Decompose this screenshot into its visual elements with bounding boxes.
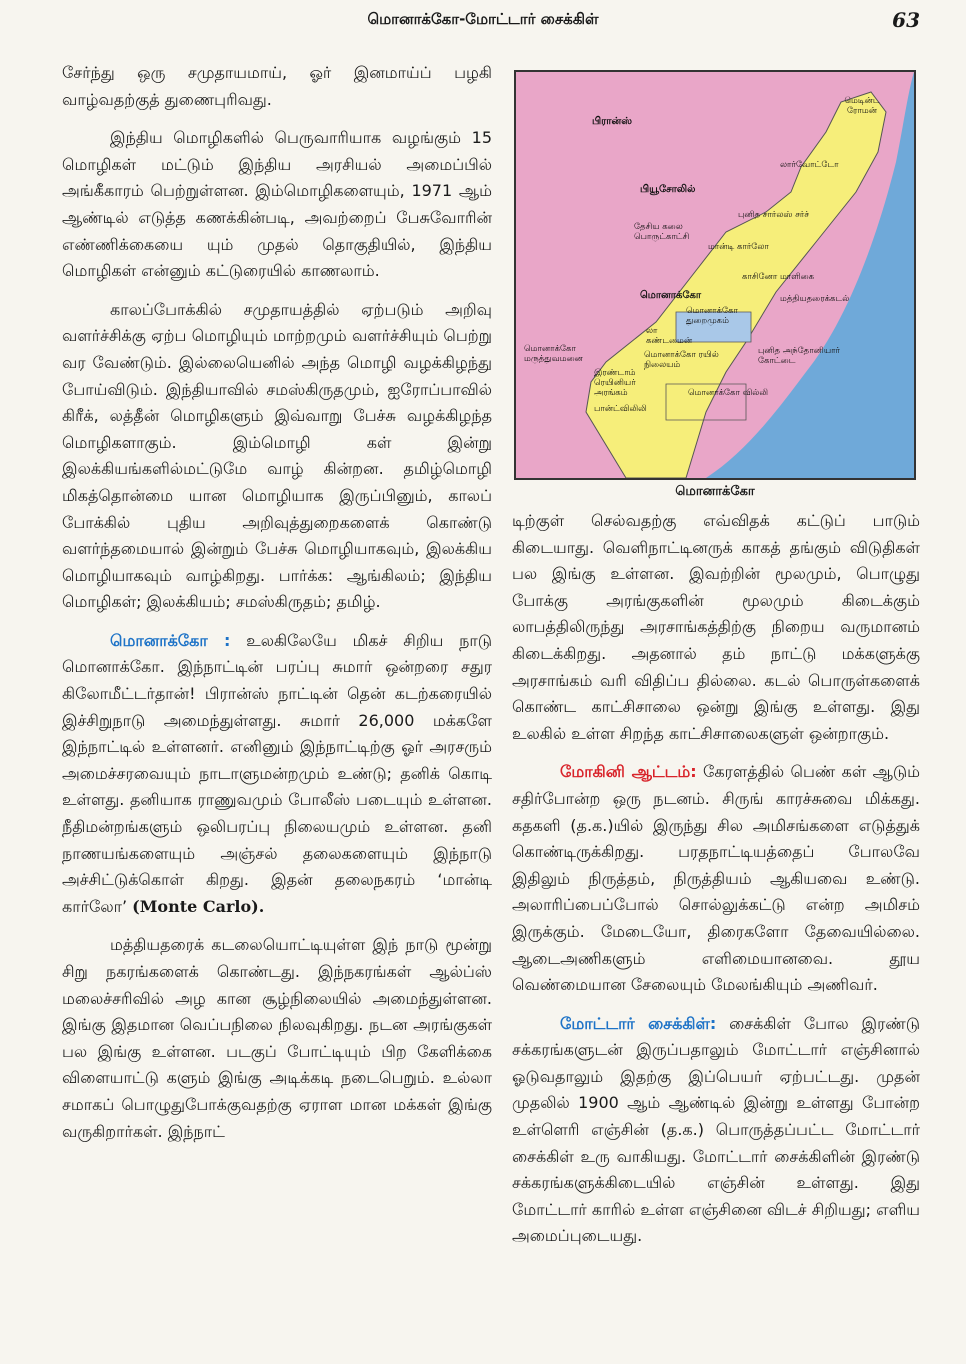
entry-heading-motorcycle: மோட்டார் சைக்கிள்:: [560, 1013, 717, 1033]
motorcycle-entry: [512, 1011, 920, 1250]
map-label-beausoleil: பியூசோலில்: [640, 184, 696, 195]
latin-name: (Monte Carlo).: [132, 896, 265, 916]
entry-heading-mohini: மோகினி ஆட்டம்:: [560, 762, 697, 782]
map-label-casino: காசினோ மாளிகை: [742, 272, 815, 282]
left-column: [62, 60, 492, 1157]
map-label-museum: தேசிய கலை பொருட்காட்சி: [634, 222, 690, 242]
running-title: மொனாக்கோ-மோட்டார் சைக்கிள்: [367, 10, 599, 28]
map-label-saint-devote: புனித அந்தோனியார் கோட்டை: [758, 346, 840, 366]
map-label-monaco: மொனாக்கோ: [640, 290, 702, 301]
paragraph: காலப்போக்கில் சமுதாயத்தில் ஏற்படும் அறிவு வளர்ச்சிக்கு ஏற்ப மொழியும் மாற்றமும் வளர்ச்சியும் பெற்று வர வேண்டும். இல்லையெனில் அந்த மொழி வழக்கிழந்து போய்விடும். இந்தியாவில் சமஸ்கிருதமும், ஐரோப்பாவில் கிரீக், லத்தீன் மொழிகளும் இவ்வாறு பேச்சு வழக்கிழந்த மொழிகளாகும். இம்மொழி கள் இன்று இலக்கியங்களில்மட்டுமே வாழ் கின்றன. தமிழ்மொழி மிகத்தொன்மை யான மொழியாக இருப்பினும், காலப் போக்கில் புதிய அறிவுத்துறைகளைக் கொண்டு வளர்ந்தமையால் இன்றும் பேச்சு மொழியாகவும், இலக்கிய மொழியாகவும் வாழ்கிறது. பார்க்க: ஆங்கிலம்; இந்திய மொழிகள்; இலக்கியம்; சமஸ்கிருதம்; தமிழ்.: [62, 299, 492, 612]
map-label-cap-martin: மெடின்ட ரோமன்: [844, 96, 880, 116]
map-graphic: [516, 72, 914, 478]
paragraph: டிற்குள் செல்வதற்கு எவ்விதக் கட்டுப் பாடும் கிடையாது. வெளிநாட்டினருக் காகத் தங்கும் விடுதிகள் பல இங்கு உள்ளன. இவற்றின் மூலமும், பொழுது போக்கு அரங்குகளின் மூலமும் கிடைக்கும் லாபத்திலிருந்து அரசாங்கத்திற்கு நிறைய வருமானம் கிடைக்கிறது. அதனால் தம் நாட்டு மக்களுக்கு அரசாங்கம் வரி விதிப்ப தில்லை. கடல் பொருள்களைக் கொண்ட காட்சிசாலை ஒன்று இங்கு உள்ளது. இது உலகில் உள்ள சிறந்த காட்சிசாலைகளுள் ஒன்றாகும்.: [512, 511, 920, 743]
map-label-station: மொனாக்கோ ரயில் நிலையம்: [644, 350, 719, 370]
page-number: 63: [892, 8, 920, 32]
page-header: [0, 6, 966, 36]
paragraph: இந்திய மொழிகளில் பெருவாரியாக வழங்கும் 15 மொழிகள் மட்டும் இந்திய அரசியல் அமைப்பில் அங்கீகாரம் பெற்றுள்ளன. இம்மொழிகளையும், 1971 ஆம் ஆண்டில் எடுத்த கணக்கின்படி, அவற்றைப் பேசுவோரின் எண்ணிக்கையை யும் முதல் தொகுதியில், இந்திய மொழிகள் என்னும் கட்டுரையில் காணலாம்.: [62, 128, 492, 281]
map-label-france: பிரான்ஸ்: [592, 116, 632, 127]
map-label-saint-charles: புனித சார்லஸ் சர்ச்: [738, 210, 810, 220]
entry-text: உலகிலேயே மிகச் சிறிய நாடு மொனாக்கோ. இந்நாட்டின் பரப்பு சுமார் ஒன்றரை சதுர கிலோமீட்டர்தான்! பிரான்ஸ் நாட்டின் தென் கடற்கரையில் இச்சிறுநாடு அமைந்துள்ளது. சுமார் 26,000 மக்களே இந்நாட்டில் உள்ளனர். எனினும் இந்நாட்டிற்கு ஓர் அரசரும் அமைச்சரவையும் நாடாளுமன்றமும் உண்டு; தனிக் கொடி உள்ளது. தனியாக ராணுவமும் போலீஸ் படையும் உள்ளன. நீதிமன்றங்களும் ஒலிபரப்பு நிலையமும் உள்ளன. தனி நாணயங்களையும் அஞ்சல் தலைகளையும் இந்நாடு அச்சிட்டுக்கொள் கிறது. இதன் தலைநகரம் ‘மான்டி கார்லோ’: [62, 630, 493, 916]
right-column: [512, 508, 920, 1262]
monaco-map: [514, 70, 916, 480]
map-label-monte-carlo: மான்டி கார்லோ: [708, 242, 769, 252]
map-label-hospital: மொனாக்கோ மருத்துவமனை: [524, 344, 583, 364]
paragraph: சேர்ந்து ஒரு சமுதாயமாய், ஓர் இனமாய்ப் பழகி வாழ்வதற்குத் துணைபுரிவது.: [62, 63, 492, 109]
paragraph: மத்தியதரைக் கடலையொட்டியுள்ள இந் நாடு மூன்று சிறு நகரங்களைக் கொண்டது. இந்நகரங்கள் ஆல்ப்ஸ் மலைச்சரிவில் அழ கான சூழ்நிலையில் அமைந்துள்ளன. இங்கு இதமான வெப்பநிலை நிலவுகிறது. நடன அரங்குகள் பல இங்கு உள்ளன. படகுப் போட்டியும் பிற கேளிக்கை விளையாட்டு களும் இங்கு அடிக்கடி நடைபெறும். உல்லா சமாகப் பொழுதுபோக்குவதற்கு ஏராள மான மக்கள் இங்கு வருகிறார்கள். இந்நாட்: [62, 935, 492, 1141]
entry-text: கேரளத்தில் பெண் கள் ஆடும் சதிர்போன்ற ஒரு நடனம். சிருங் காரச்சுவை மிக்கது. கதகளி (த.க.)யில் இருந்து சில அமிசங்களை எடுத்துக் கொண்டிருக்கிறது. பரதநாட்டியத்தைப் போலவே இதிலும் நிருத்தம், நிருத்தியம் ஆகியவை உண்டு. அலாரிப்பைப்போல் சொல்லுக்கட்டு என்ற அமிசம் இருக்கும். மேடையோ, திரைகளோ தேவையில்லை. ஆடைஅணிகளும் எளிமையானவை. தூய வெண்மையான சேலையும் மேலங்கியும் அணிவர்.: [512, 762, 921, 995]
mohini-entry: [512, 759, 920, 998]
entry-text: சைக்கிள் போல இரண்டு சக்கரங்களுடன் இருப்பதாலும் மோட்டார் எஞ்சினால் ஓடுவதாலும் இதற்கு இப்பெயர் ஏற்பட்டது. முதன் முதலில் 1900 ஆம் ஆண்டில் இன்று உள்ளது போன்ற உள்ளெரி எஞ்சின் (த.க.) பொருத்தப்பட்ட மோட்டார் சைக்கிள் உரு வாகியது. மோட்டார் சைக்கிளின் இரண்டு சக்கரங்களுக்கிடையில் எஞ்சின் உள்ளது. இது மோட்டார் காரில் உள்ள எஞ்சினை விடச் சிறியது; எளிய அமைப்புடையது.: [512, 1013, 920, 1246]
entry-heading-monaco: மொனாக்கோ :: [110, 630, 231, 650]
map-label-monaco-ville: மொனாக்கோ வில்லி: [688, 388, 769, 398]
monaco-entry: [62, 628, 492, 921]
map-caption: மொனாக்கோ: [675, 484, 755, 499]
map-label-harbour: மொனாக்கோ துறைமுகம்: [686, 306, 738, 326]
map-label-stadium: இரண்டாம் ரெயினியர் அரங்கம்: [594, 368, 636, 398]
map-label-larvotto: லார்வோட்டோ: [780, 160, 839, 170]
map-label-la-condamine: லா கண்டமைன்: [646, 326, 693, 346]
map-label-mediterranean: மத்தியதரைக்கடல்: [780, 294, 850, 304]
map-label-fontvieille: பான்ட்விலிலி: [594, 404, 647, 414]
